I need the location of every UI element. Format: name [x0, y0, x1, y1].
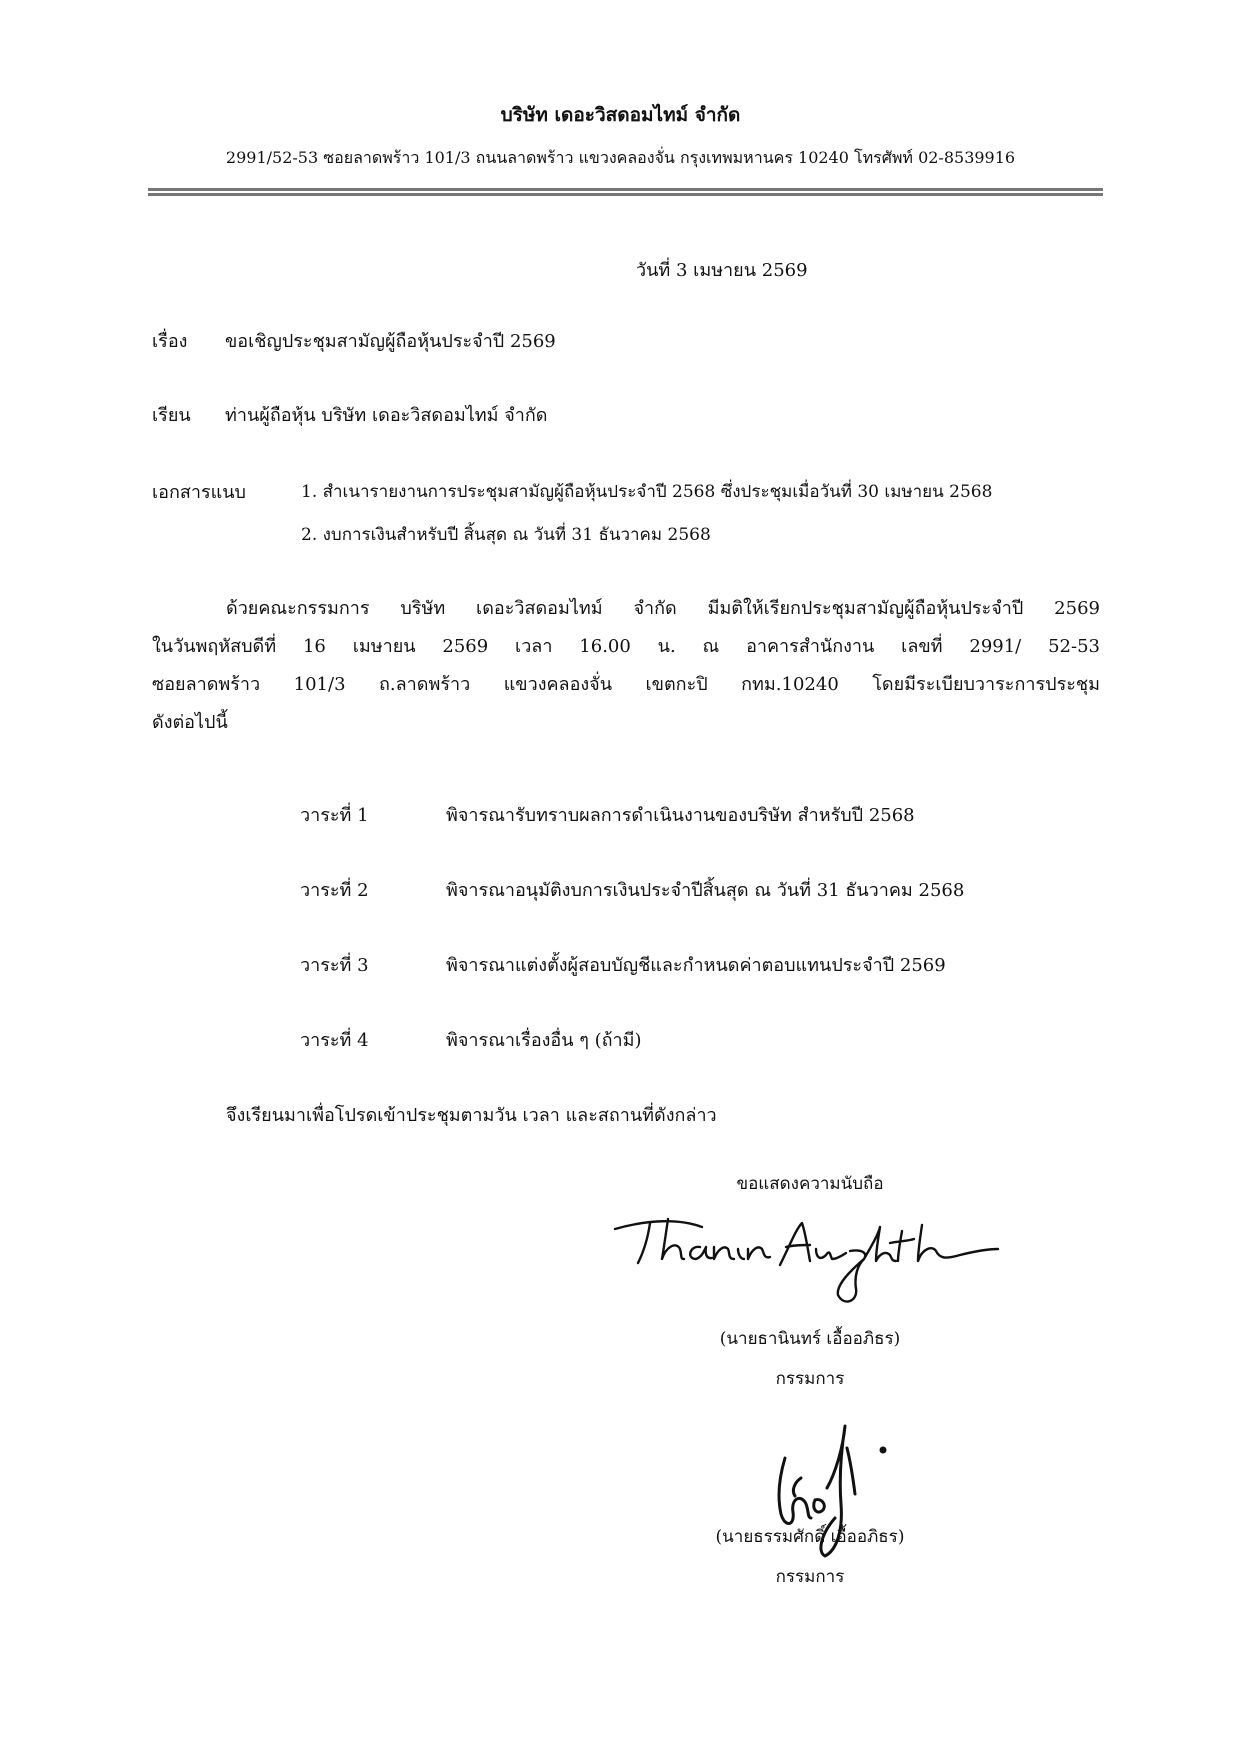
agenda-number: วาระที่ 3 — [300, 955, 369, 976]
agenda-number: วาระที่ 2 — [300, 880, 369, 901]
agenda-text: พิจารณารับทราบผลการดำเนินงานของบริษัท สำหรับปี 2568 — [446, 805, 915, 826]
subject-text: ขอเชิญประชุมสามัญผู้ถือหุ้นประจำปี 2569 — [225, 331, 556, 352]
regards-text: ขอแสดงความนับถือ — [736, 1174, 884, 1194]
attachment-item: 2. งบการเงินสำหรับปี สิ้นสุด ณ วันที่ 31 ธันวาคม 2568 — [301, 525, 711, 545]
agenda-number: วาระที่ 4 — [300, 1030, 369, 1051]
recipient-label: เรียน — [152, 405, 191, 426]
letter-date: วันที่ 3 เมษายน 2569 — [636, 260, 808, 281]
signatory-position: กรรมการ — [775, 1567, 845, 1587]
signature-1 — [610, 1215, 1000, 1310]
company-name: บริษัท เดอะวิสดอมไทม์ จำกัด — [500, 104, 741, 126]
body-line: ซอยลาดพร้าว 101/3 ถ.ลาดพร้าว แขวงคลองจั่น เขตกะปิ กทม.10240 โดยมีระเบียบวาระการประชุม — [152, 674, 1100, 695]
header-rule-top — [148, 188, 1103, 191]
attachment-item: 1. สำเนารายงานการประชุมสามัญผู้ถือหุ้นประจำปี 2568 ซึ่งประชุมเมื่อวันที่ 30 เมษายน 2568 — [301, 482, 993, 502]
signatory-position: กรรมการ — [775, 1369, 845, 1389]
agenda-text: พิจารณาแต่งตั้งผู้สอบบัญชีและกำหนดค่าตอบแทนประจำปี 2569 — [446, 955, 946, 976]
agenda-text: พิจารณาอนุมัติงบการเงินประจำปีสิ้นสุด ณ วันที่ 31 ธันวาคม 2568 — [446, 880, 965, 901]
subject-label: เรื่อง — [152, 331, 188, 352]
body-paragraph — [152, 590, 1100, 742]
body-line: ในวันพฤหัสบดีที่ 16 เมษายน 2569 เวลา 16.00 น. ณ อาคารสำนักงาน เลขที่ 2991/ 52-53 — [152, 636, 1100, 657]
recipient-text: ท่านผู้ถือหุ้น บริษัท เดอะวิสดอมไทม์ จำกัด — [225, 405, 548, 426]
signatory-name: (นายธานินทร์ เอื้ออภิธร) — [719, 1329, 901, 1349]
body-line: ด้วยคณะกรรมการ บริษัท เดอะวิสดอมไทม์ จำกัด มีมติให้เรียกประชุมสามัญผู้ถือหุ้นประจำปี 2569 — [226, 598, 1100, 619]
agenda-number: วาระที่ 1 — [300, 805, 369, 826]
closing-text: จึงเรียนมาเพื่อโปรดเข้าประชุมตามวัน เวลา และสถานที่ดังกล่าว — [226, 1105, 717, 1126]
company-address: 2991/52-53 ซอยลาดพร้าว 101/3 ถนนลาดพร้าว แขวงคลองจั่น กรุงเทพมหานคร 10240 โทรศัพท์ 02-8539916 — [225, 148, 1016, 167]
body-line: ดังต่อไปนี้ — [152, 712, 228, 733]
attachments-label: เอกสารแนบ — [152, 482, 246, 503]
agenda-text: พิจารณาเรื่องอื่น ๆ (ถ้ามี) — [446, 1030, 642, 1051]
header-rule-bottom — [148, 193, 1103, 196]
signatory-name: (นายธรรมศักดิ์ เอื้ออภิธร) — [715, 1527, 905, 1547]
